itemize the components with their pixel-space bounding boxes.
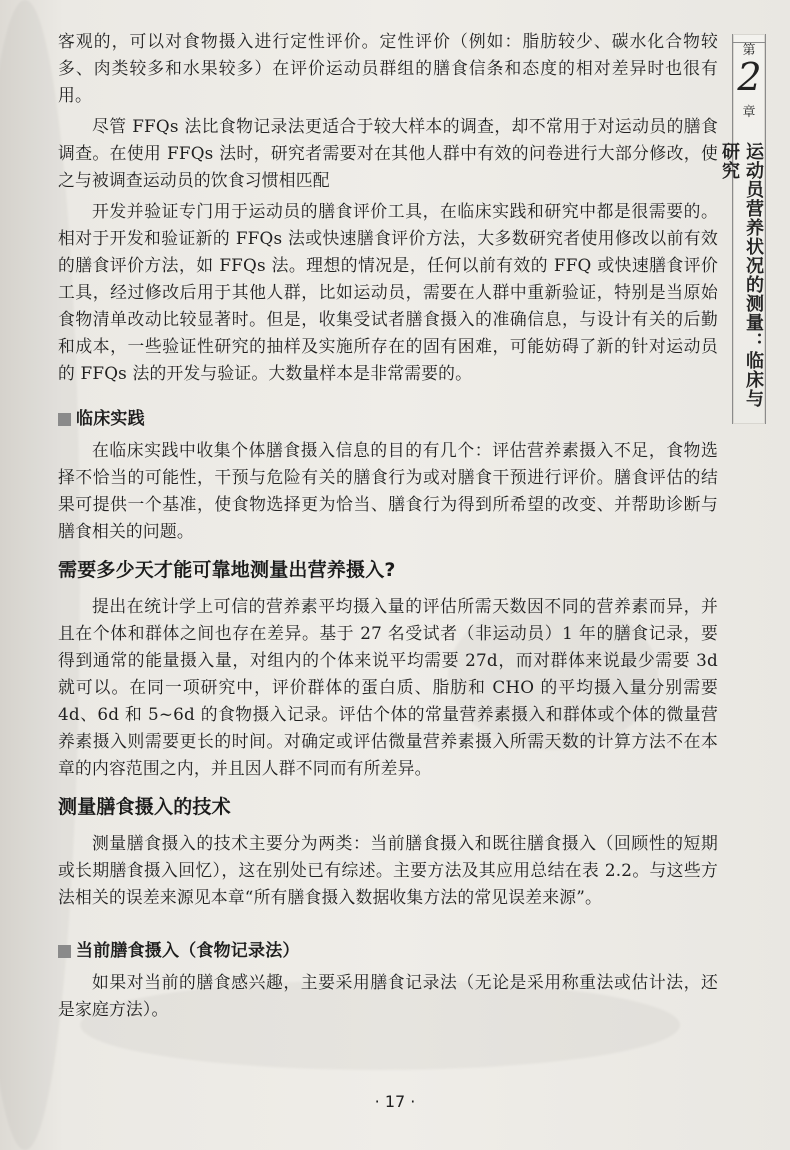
paragraph-days: 提出在统计学上可信的营养素平均摄入量的评估所需天数因不同的营养素而异，并且在个体和群体之间也存在差异。基于 27 名受试者（非运动员）1 年的膳食记录，要得到通常的能量摄入量，对组内的个体来说平均需要 27d，而对群体来说最少需要 3d 就可以。在同一项研究中，评价群体的蛋白质、脂肪和 CHO 的平均摄入量分别需要 4d、6d 和 5~6d 的食物摄入记录。评估个体的常量营养素摄入和群体或个体的微量营养素摄入则需要更长的时间。对确定或评估微量营养素摄入所需天数的计算方法不在本章的内容范围之内，并且因人群不同而有所差异。 — [58, 596, 718, 778]
chapter-sidebar — [719, 34, 766, 424]
sidebar-top-line — [733, 34, 765, 43]
heading-clinical-practice — [58, 407, 718, 431]
section-square-icon — [58, 413, 71, 426]
heading-current-intake — [58, 939, 718, 963]
main-content — [58, 28, 718, 1023]
heading-text: 临床实践 — [76, 409, 145, 429]
paragraph-clinical: 在临床实践中收集个体膳食摄入信息的目的有几个：评估营养素摄入不足，食物选择不恰当的可能性，干预与危险有关的膳食行为或对膳食干预进行评价。膳食评估的结果可提供一个基准，使食物选择更为恰当、膳食行为得到所希望的改变、并帮助诊断与膳食相关的问题。 — [58, 440, 718, 541]
chapter-suffix: 章 — [742, 105, 756, 120]
heading-text: 当前膳食摄入（食物记录法） — [76, 941, 300, 961]
heading-techniques: 测量膳食摄入的技术 — [58, 796, 231, 818]
paragraph-intro: 客观的，可以对食物摄入进行定性评价。定性评价（例如：脂肪较少、碳水化合物较多、肉类较多和水果较多）在评价运动员群组的膳食信条和态度的相对差异时也很有用。 — [58, 31, 718, 105]
chapter-number: 2 — [737, 55, 761, 99]
paragraph-techniques: 测量膳食摄入的技术主要分为两类：当前膳食摄入和既往膳食摄入（回顾性的短期或长期膳食摄入回忆），这在别处已有综述。主要方法及其应用总结在表 2.2。与这些方法相关的误差来源见本章“所有膳食摄入数据收集方法的常见误差来源”。 — [58, 833, 718, 907]
page-number: · 17 · — [374, 1092, 416, 1111]
section-square-icon — [58, 945, 71, 958]
chapter-title-vertical: 运动员营养状况的测量：临床与研究 — [719, 142, 764, 408]
chapter-prefix: 第 — [742, 43, 756, 58]
paragraph-validation: 开发并验证专门用于运动员的膳食评价工具，在临床实践和研究中都是很需要的。相对于开发和验证新的 FFQs 法或快速膳食评价方法，大多数研究者使用修改以前有效的膳食评价方法，如 FFQs 法。理想的情况是，任何以前有效的 FFQ 或快速膳食评价工具，经过修改后用于其他人群，比如运动员，需要在人群中重新验证，特别是当原始食物清单改动比较显著时。但是，收集受试者膳食摄入的准确信息，与设计有关的后勤和成本，一些验证性研究的抽样及实施所存在的固有困难，可能妨碍了新的针对运动员的 FFQs 法的开发与验证。大数量样本是非常需要的。 — [58, 201, 718, 383]
heading-days-question: 需要多少天才能可靠地测量出营养摄入? — [58, 559, 396, 581]
paragraph-current: 如果对当前的膳食感兴趣，主要采用膳食记录法（无论是采用称重法或估计法，还是家庭方法）。 — [58, 972, 718, 1019]
paragraph-ffqs: 尽管 FFQs 法比食物记录法更适合于较大样本的调查，却不常用于对运动员的膳食调查。在使用 FFQs 法时，研究者需要对在其他人群中有效的问卷进行大部分修改，使之与被调查运动员的饮食习惯相匹配 — [58, 116, 718, 190]
